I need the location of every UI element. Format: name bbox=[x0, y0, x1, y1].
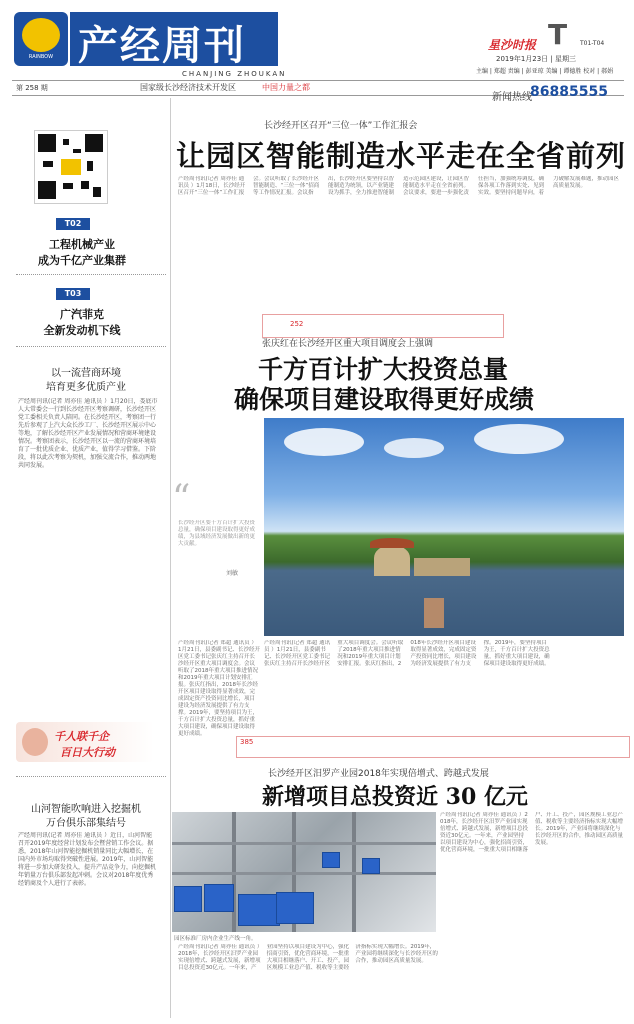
divider bbox=[16, 274, 166, 275]
page-mark: 385 bbox=[240, 738, 254, 746]
logo-text: RAINBOW bbox=[28, 54, 54, 60]
story3-body: 产经周刊讯(记者 周亦佳 通讯员 ）2018年，长沙经开区汨罗产业园实现倍增式、跨越式发展，新增项目总投资近30亿元。一年来，产业园坚持以项目建设为中心，强化招商引资，优化营商环境，一批重大项目相继落户、开工、投产，园区规模工业总产值、税收等主要经济指标实现大幅增长。2019年，产业园将继续深化与长沙经开区的合作，推动园区高质量发展。 bbox=[440, 812, 624, 853]
building-shape bbox=[414, 558, 470, 576]
divider bbox=[16, 346, 166, 347]
cloud-shape bbox=[474, 424, 564, 454]
section-letter: T bbox=[548, 18, 568, 51]
qr-code-icon[interactable] bbox=[34, 130, 108, 204]
story1-headline[interactable]: 让园区智能制造水平走在全省前列 bbox=[176, 139, 627, 173]
page-title: 产经周刊 bbox=[78, 22, 246, 69]
story2-body-continued: 产经周刊讯(记者 郑超 通讯员 ）1月21日，县委副书记、长沙经开区党工委书记张庆红主持召开长沙经开区重大项目调度会。会议听取了2018年重大项目推进情况和2019年重大项目计划安排汇报。张庆红指出，2018年长沙经开区项目建设取得显著成效，完成固定资产投资同比增长，项目建设为经济发展提供了有力支撑。2019年，要坚持项目为王，千方百计扩大投资总量，抓好重大项目建设，确保项目建设取得更好成绩。 bbox=[178, 640, 260, 736]
story2-body: 产经周刊讯(记者 郑超 通讯员 ）1月21日，县委副书记、长沙经开区党工委书记张庆红主持召开长沙经开区重大项目调度会。会议听取了2018年重大项目推进情况和2019年重大项目计划安排汇报。张庆红指出，2018年长沙经开区项目建设取得显著成效，完成固定资产投资同比增长，项目建设为经济发展提供了有力支撑。2019年，要坚持项目为王，千方百计扩大投资总量，抓好重大项目建设，确保项目建设取得更好成绩。 bbox=[264, 640, 550, 667]
masthead bbox=[0, 0, 634, 80]
pull-quote: 长沙经开区要千方百计扩大投资总量，确保项目建设取得更好成绩，为县域经济发展做出新的更大贡献。 bbox=[178, 520, 256, 547]
story2-headline-2[interactable]: 确保项目建设取得更好成绩 bbox=[234, 385, 535, 414]
story3-body-continued: 产经周刊讯(记者 周亦佳 通讯员 ）2018年，长沙经开区汨罗产业园实现倍增式、跨越式发展，新增项目总投资近30亿元。一年来，产业园坚持以项目建设为中心，强化招商引资，优化营商环境，一批重大项目相继落户、开工、投产，园区规模工业总产值、税收等主要经济指标实现大幅增长。2019年，产业园将继续深化与长沙经开区的合作，推动园区高质量发展。 bbox=[178, 944, 438, 971]
project-photo[interactable] bbox=[264, 418, 624, 636]
story3-kicker: 长沙经开区汨罗产业园2018年实现倍增式、跨越式发展 bbox=[268, 769, 489, 779]
photo-caption: 园区标准厂房内企业生产线一角。 bbox=[174, 936, 257, 942]
issue-number: 第 258 期 bbox=[16, 84, 48, 92]
paper-name: 星沙时报 bbox=[488, 38, 537, 52]
story2-headline-1[interactable]: 千方百计扩大投资总量 bbox=[258, 355, 509, 384]
hotline-number: 86885555 bbox=[530, 84, 608, 100]
column-divider bbox=[170, 98, 171, 1018]
sidebar-story2-body: 产经周刊讯(记者 周亦佳 通讯员 ）近日，山河智能召开2019年度经营计划发布会暨营销工作会议。据悉，2018年山河智能挖掘机销量同比大幅增长，在国内外市场均取得突破性进展。2019年，山河智能将进一步加大研发投入，提升产品竞争力，向挖掘机年销量万台俱乐部发起冲刺。会议对2018年度优秀经销商及个人进行了表彰。 bbox=[18, 832, 157, 887]
cloud-shape bbox=[284, 428, 364, 456]
logo-emblem-icon bbox=[22, 18, 60, 52]
pull-quote-source: 刘敏 bbox=[226, 570, 239, 577]
rack-shape bbox=[172, 872, 436, 875]
t02-headline-1[interactable]: 工程机械产业 bbox=[49, 238, 115, 251]
campaign-banner bbox=[16, 722, 154, 762]
container-shape bbox=[362, 858, 380, 874]
divider bbox=[16, 776, 166, 777]
sidebar-story1-headline-1: 以一流营商环境 bbox=[51, 368, 121, 379]
crane-shape bbox=[424, 598, 444, 628]
page-mark: 252 bbox=[290, 320, 304, 328]
container-shape bbox=[276, 892, 314, 924]
tag-t03[interactable]: T03 bbox=[56, 288, 90, 300]
story1-body: 产经周刊讯(记者 周亦佳 通讯员 ）1月18日，长沙经开区召开“三位一体”工作汇报会。会议听取了长沙经开区智能制造、“三位一体”招商等工作情况汇报。会议指出，长沙经开区要坚持以智能制造为统领，以产业链建设为抓手，全力推进智能制造示范园区建设，让园区智能制造水平走在全省前列。会议要求，要进一步强化责任担当，加强统筹调度，确保各项工作落到实处、见到实效。要坚持问题导向，着力破解发展难题，推动园区高质量发展。 bbox=[178, 176, 620, 196]
title-pinyin: CHANJING ZHOUKAN bbox=[182, 70, 287, 78]
slogan-highlight: 中国力量之都 bbox=[262, 83, 310, 92]
hands-icon bbox=[22, 728, 48, 756]
sidebar-story2-headline-1: 山河智能吹响进入挖掘机 bbox=[31, 804, 141, 815]
page-range: T01-T04 bbox=[580, 40, 605, 47]
t03-headline-2[interactable]: 全新发动机下线 bbox=[43, 324, 121, 337]
sidebar-story2-headline-2: 万台俱乐部集结号 bbox=[46, 818, 126, 829]
date-line: 2019年1月23日 | 星期三 bbox=[496, 55, 576, 63]
story2-kicker: 张庆红在长沙经开区重大项目调度会上强调 bbox=[262, 339, 434, 349]
t03-headline-1[interactable]: 广汽菲克 bbox=[60, 308, 104, 321]
sidebar-story1-body: 产经周刊讯(记者 周亦佳 通讯员 ）1月20日，娄底市人大常委会一行到长沙经开区考察调研，长沙经开区党工委相关负责人陪同。在长沙经开区，考察团一行先后参观了上汽大众长沙工厂、长沙经开区展示中心等地，了解长沙经开区产业发展情况和营商环境建设情况。考察团表示，长沙经开区以一流的营商环境培育了一批优质企业、优质产业，值得学习借鉴。下阶段，将以此次考察为契机，加强交流合作，推动两地共同发展。 bbox=[18, 398, 158, 469]
container-shape bbox=[322, 852, 340, 868]
sidebar-story1-headline-2: 培育更多优质产业 bbox=[46, 382, 126, 393]
banner-text-1: 千人联千企 bbox=[54, 730, 109, 743]
story1-kicker: 长沙经开区召开“三位一体”工作汇报会 bbox=[264, 121, 418, 131]
container-shape bbox=[174, 886, 202, 912]
quote-mark-icon: “ bbox=[172, 478, 191, 519]
cloud-shape bbox=[384, 438, 444, 458]
staff-line: 主编 | 郑超 责编 | 彭亚琼 美编 | 谭德胜 校对 | 郝娟 bbox=[476, 68, 614, 75]
story3-headline[interactable]: 新增项目总投资近 30 亿元 bbox=[262, 784, 528, 810]
container-shape bbox=[238, 894, 280, 926]
slogan: 国家级长沙经济技术开发区 bbox=[140, 83, 236, 92]
rack-shape bbox=[172, 842, 436, 845]
pavilion-roof-shape bbox=[370, 538, 414, 548]
container-shape bbox=[204, 884, 234, 912]
annotation-box bbox=[236, 736, 630, 758]
t02-headline-2[interactable]: 成为千亿产业集群 bbox=[38, 254, 126, 267]
hotline-label: 新闻热线 bbox=[492, 92, 532, 103]
banner-text-2: 百日大行动 bbox=[60, 746, 115, 759]
tag-t02[interactable]: T02 bbox=[56, 218, 90, 230]
factory-photo[interactable] bbox=[172, 812, 436, 932]
pavilion-shape bbox=[374, 546, 410, 576]
